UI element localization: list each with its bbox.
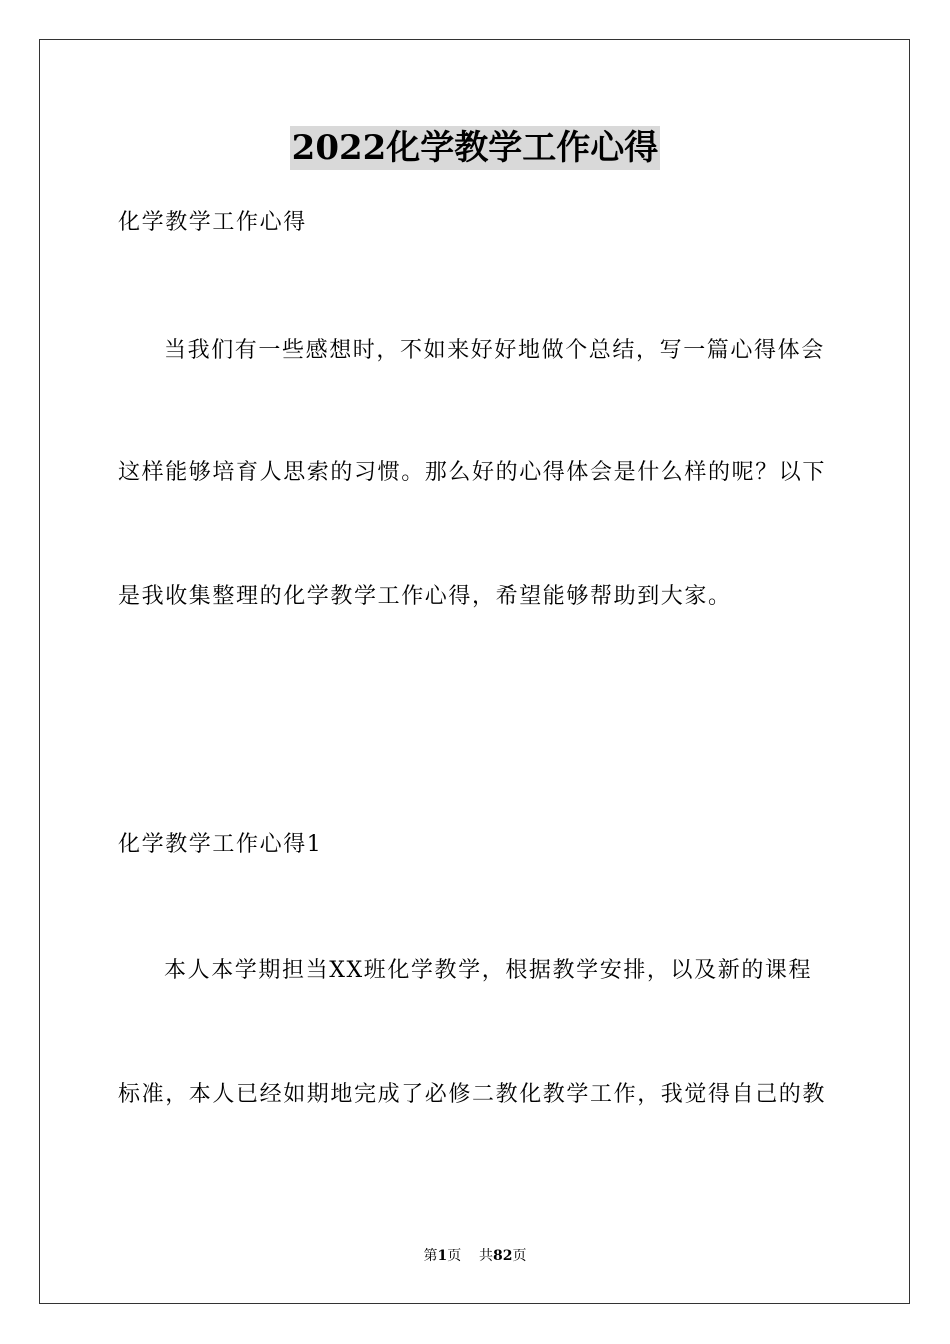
footer-page-prefix: 第 <box>423 1248 438 1264</box>
paragraph-line: 是我收集整理的化学教学工作心得，希望能够帮助到大家。 <box>118 584 732 609</box>
footer-total-suffix: 页 <box>512 1248 527 1264</box>
paragraph-line: 这样能够培育人思索的习惯。那么好的心得体会是什么样的呢？以下 <box>118 460 827 485</box>
document-title-wrap <box>0 126 950 170</box>
document-title: 2022化学教学工作心得 <box>291 128 659 168</box>
footer-page-suffix: 页 <box>447 1248 462 1264</box>
section-heading: 化学教学工作心得 <box>118 210 307 235</box>
paragraph-line: 本人本学期担当XX班化学教学，根据教学安排，以及新的课程 <box>164 958 813 983</box>
page-footer <box>0 1246 950 1266</box>
section-heading: 化学教学工作心得1 <box>118 832 323 857</box>
footer-page-current: 1 <box>437 1248 448 1264</box>
footer-page-total: 82 <box>493 1248 513 1264</box>
paragraph-line: 当我们有一些感想时，不如来好好地做个总结，写一篇心得体会 <box>164 338 825 363</box>
footer-total-prefix: 共 <box>479 1248 494 1264</box>
paragraph-line: 标准，本人已经如期地完成了必修二教化教学工作，我觉得自己的教 <box>118 1082 827 1107</box>
